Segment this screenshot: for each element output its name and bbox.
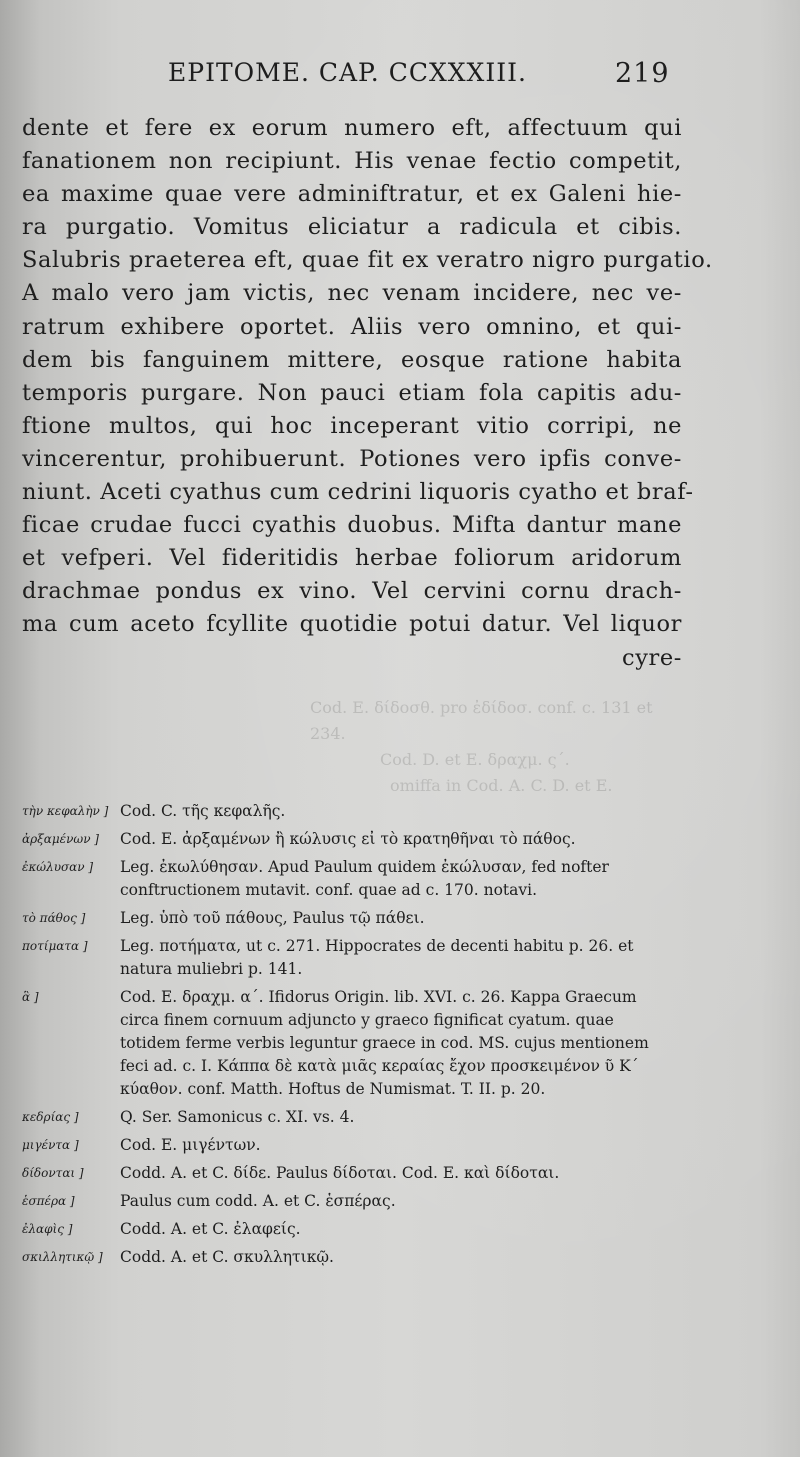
- text-line: ea maxime quae vere adminiftratur, et ex Galeni hie-: [22, 181, 682, 208]
- main-text: [22, 112, 713, 675]
- bleed-through-text: [120, 695, 680, 795]
- footnote: [22, 1218, 676, 1241]
- footnote-lemma: σκιλλητικῷ ]: [22, 1250, 103, 1264]
- footnote-lemma: τὴν κεφαλὴν ]: [22, 804, 109, 818]
- footnote: [22, 1246, 676, 1269]
- footnote-lemma: ἀρξαμένων ]: [22, 832, 99, 846]
- running-title: EPITOME. CAP. CCXXXIII.: [168, 58, 527, 87]
- bleed-line: omiffa in Cod. A. C. D. et E.: [390, 776, 613, 795]
- bleed-line: Cod. D. et E. δραχμ. ς΄.: [380, 750, 570, 769]
- footnote-lemma: κεδρίας ]: [22, 1110, 79, 1124]
- bleed-line: Cod. E. δίδοσθ. pro ἐδίδοσ. conf. c. 131 et 234.: [310, 698, 653, 743]
- footnote-text: Paulus cum codd. A. et C. ἑσπέρας.: [120, 1192, 396, 1210]
- text-line: dente et fere ex eorum numero eft, affectuum qui: [22, 115, 682, 141]
- footnote: [22, 1162, 676, 1185]
- footnote-lemma: τὸ πάθος ]: [22, 911, 86, 925]
- text-line: et vefperi. Vel fideritidis herbae foliorum aridorum: [22, 545, 682, 572]
- footnote: [22, 907, 676, 930]
- text-line: dem bis fanguinem mittere, eosque ratione habita: [22, 346, 682, 373]
- footnote-text: Leg. ἐκωλύθησαν. Apud Paulum quidem ἐκώλυσαν, fed nofter conftructionem mutavit. conf. quae ad c. 170. notavi.: [120, 858, 609, 899]
- footnote-text: Cod. E. δραχμ. α΄. Ifidorus Origin. lib. XVI. c. 26. Kappa Graecum circa finem cornuum adjuncto y graeco fignificat cyatum. quae totidem ferme verbis leguntur graece in cod. MS. cujus mentionem feci ad. c. I. Κάππα δὲ κατὰ μιᾶς κεραίας ἔχον προσκειμένον ῦ Κ΄ κύαθον. conf. Matth. Hoftus de Numismat. T. II. p. 20.: [120, 988, 649, 1098]
- text-line: A malo vero jam victis, nec venam incidere, nec ve-: [22, 280, 682, 307]
- footnote: [22, 935, 676, 981]
- footnote-text: Codd. A. et C. δίδε. Paulus δίδοται. Cod. E. καὶ δίδοται.: [120, 1164, 560, 1182]
- footnote: [22, 856, 676, 902]
- footnote: [22, 1134, 676, 1157]
- footnote-lemma: ἐκώλυσαν ]: [22, 860, 94, 874]
- text-line: Salubris praeterea eft, quae fit ex veratro nigro purgatio.: [22, 247, 713, 274]
- footnote-text: Leg. ποτήματα, ut c. 271. Hippocrates de decenti habitu p. 26. et natura muliebri p. 141.: [120, 937, 634, 978]
- footnote: [22, 986, 676, 1101]
- footnote-lemma: ἑσπέρα ]: [22, 1194, 75, 1208]
- footnote: [22, 800, 676, 823]
- footnote-text: Codd. A. et C. σκυλλητικῷ.: [120, 1248, 334, 1266]
- text-line: drachmae pondus ex vino. Vel cervini cornu drach-: [22, 578, 682, 605]
- footnote: [22, 1190, 676, 1213]
- text-line: niunt. Aceti cyathus cum cedrini liquoris cyatho et braf-: [22, 479, 694, 506]
- footnote: [22, 1106, 676, 1129]
- text-line: ma cum aceto fcyllite quotidie potui datur. Vel liquor: [22, 611, 682, 638]
- text-line: temporis purgare. Non pauci etiam fola capitis adu-: [22, 379, 682, 406]
- footnote-text: Leg. ὑπὸ τοῦ πάθους, Paulus τῷ πάθει.: [120, 909, 425, 927]
- catchword: cyre-: [622, 644, 682, 671]
- running-header: [0, 58, 800, 90]
- footnote-text: Cod. E. μιγέντων.: [120, 1136, 261, 1154]
- footnote-lemma: ἃ ]: [22, 990, 39, 1004]
- footnote-text: Cod. C. τῆς κεφαλῆς.: [120, 802, 286, 820]
- text-line: vincerentur, prohibuerunt. Potiones vero ipfis conve-: [22, 445, 682, 472]
- footnote: [22, 828, 676, 851]
- footnote-lemma: ποτίματα ]: [22, 939, 88, 953]
- footnote-text: Cod. E. ἀρξαμένων ἢ κώλυσις εἰ τὸ κρατηθῆναι τὸ πάθος.: [120, 830, 576, 848]
- text-line: ficae crudae fucci cyathis duobus. Mifta dantur mane: [22, 512, 682, 539]
- text-line: ftione multos, qui hoc inceperant vitio corripi, ne: [22, 412, 682, 439]
- footnote-lemma: μιγέντα ]: [22, 1138, 79, 1152]
- footnote-text: Q. Ser. Samonicus c. XI. vs. 4.: [120, 1108, 355, 1126]
- footnotes: [22, 800, 676, 1274]
- text-line: ratrum exhibere oportet. Aliis vero omnino, et qui-: [22, 313, 682, 340]
- footnote-lemma: δίδονται ]: [22, 1166, 84, 1180]
- text-line: ra purgatio. Vomitus eliciatur a radicula et cibis.: [22, 214, 682, 241]
- footnote-lemma: ἐλαφὶς ]: [22, 1222, 73, 1236]
- footnote-text: Codd. A. et C. ἐλαφείς.: [120, 1220, 301, 1238]
- page-number: 219: [615, 58, 670, 89]
- text-line: fanationem non recipiunt. His venae fectio competit,: [22, 148, 682, 175]
